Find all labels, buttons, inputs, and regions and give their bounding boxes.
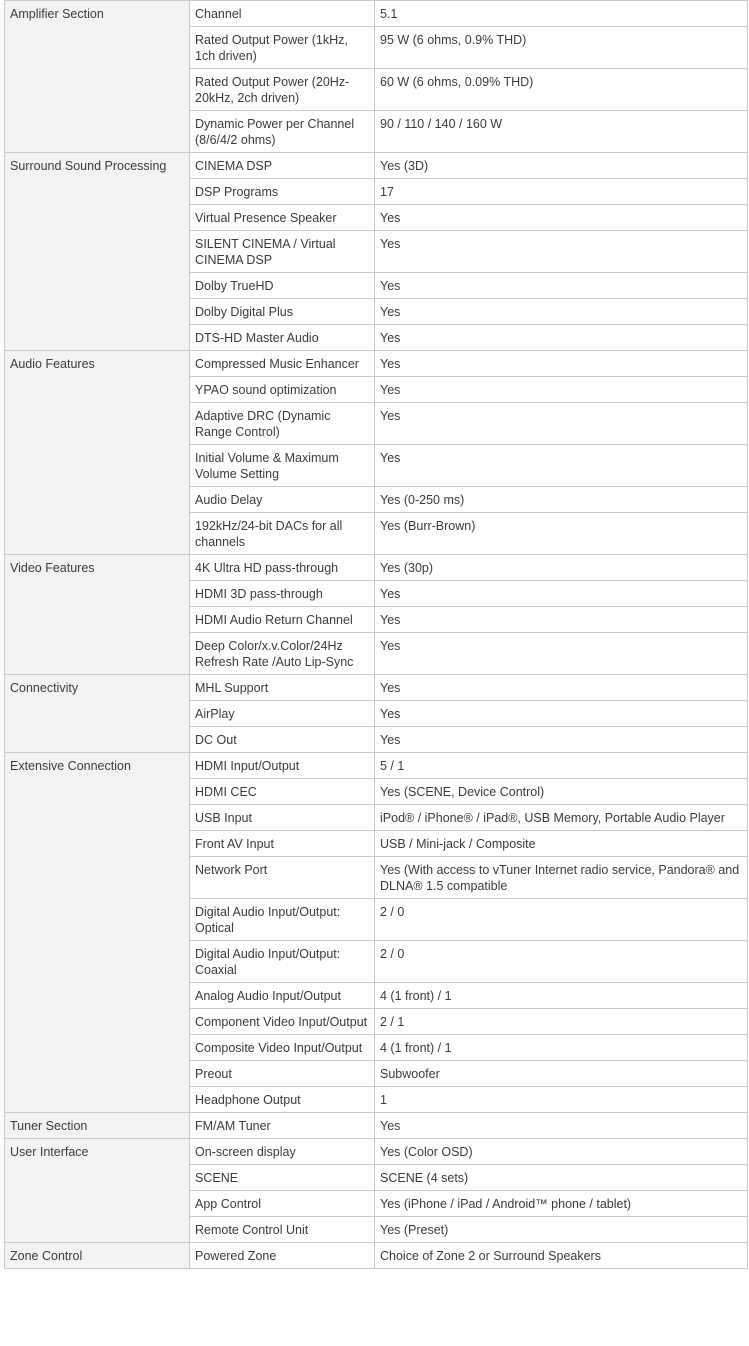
feature-name: Rated Output Power (1kHz, 1ch driven) [190, 27, 375, 69]
table-row [5, 1113, 748, 1139]
feature-name: Analog Audio Input/Output [190, 983, 375, 1009]
feature-value: 5 / 1 [375, 753, 748, 779]
feature-value: Yes (Preset) [375, 1217, 748, 1243]
feature-value: Yes [375, 273, 748, 299]
feature-name: Adaptive DRC (Dynamic Range Control) [190, 403, 375, 445]
feature-name: Headphone Output [190, 1087, 375, 1113]
section-name: User Interface [5, 1139, 190, 1243]
feature-name: Digital Audio Input/Output: Optical [190, 899, 375, 941]
feature-name: HDMI 3D pass-through [190, 581, 375, 607]
feature-value: 60 W (6 ohms, 0.09% THD) [375, 69, 748, 111]
feature-value: Yes (30p) [375, 555, 748, 581]
table-row [5, 351, 748, 377]
feature-name: Dolby TrueHD [190, 273, 375, 299]
feature-name: Front AV Input [190, 831, 375, 857]
feature-name: App Control [190, 1191, 375, 1217]
section-name: Extensive Connection [5, 753, 190, 1113]
table-row [5, 675, 748, 701]
feature-value: Yes (Burr-Brown) [375, 513, 748, 555]
feature-value: Yes [375, 445, 748, 487]
feature-name: FM/AM Tuner [190, 1113, 375, 1139]
section-name: Tuner Section [5, 1113, 190, 1139]
feature-value: iPod® / iPhone® / iPad®, USB Memory, Portable Audio Player [375, 805, 748, 831]
feature-name: HDMI Audio Return Channel [190, 607, 375, 633]
feature-value: Yes [375, 675, 748, 701]
feature-name: Rated Output Power (20Hz-20kHz, 2ch driven) [190, 69, 375, 111]
feature-name: Network Port [190, 857, 375, 899]
table-row [5, 1243, 748, 1269]
feature-name: Initial Volume & Maximum Volume Setting [190, 445, 375, 487]
feature-name: Composite Video Input/Output [190, 1035, 375, 1061]
feature-name: HDMI CEC [190, 779, 375, 805]
feature-value: Yes [375, 351, 748, 377]
feature-value: SCENE (4 sets) [375, 1165, 748, 1191]
feature-value: 1 [375, 1087, 748, 1113]
table-row [5, 153, 748, 179]
feature-value: Yes [375, 727, 748, 753]
feature-name: Component Video Input/Output [190, 1009, 375, 1035]
feature-name: SCENE [190, 1165, 375, 1191]
feature-value: Subwoofer [375, 1061, 748, 1087]
feature-value: Yes [375, 607, 748, 633]
feature-value: Yes (Color OSD) [375, 1139, 748, 1165]
feature-value: 5.1 [375, 1, 748, 27]
feature-name: USB Input [190, 805, 375, 831]
spec-table [4, 0, 748, 1269]
feature-value: Yes [375, 231, 748, 273]
feature-name: HDMI Input/Output [190, 753, 375, 779]
feature-name: Preout [190, 1061, 375, 1087]
feature-value: Yes [375, 581, 748, 607]
feature-name: Digital Audio Input/Output: Coaxial [190, 941, 375, 983]
section-name: Amplifier Section [5, 1, 190, 153]
table-row [5, 753, 748, 779]
feature-value: 95 W (6 ohms, 0.9% THD) [375, 27, 748, 69]
feature-name: Dynamic Power per Channel (8/6/4/2 ohms) [190, 111, 375, 153]
feature-name: Powered Zone [190, 1243, 375, 1269]
spec-table-body [5, 1, 748, 1269]
feature-value: Yes (With access to vTuner Internet radio service, Pandora® and DLNA® 1.5 compatible [375, 857, 748, 899]
feature-value: Yes [375, 377, 748, 403]
feature-value: Yes [375, 299, 748, 325]
feature-value: 17 [375, 179, 748, 205]
feature-name: DTS-HD Master Audio [190, 325, 375, 351]
feature-name: Compressed Music Enhancer [190, 351, 375, 377]
section-name: Video Features [5, 555, 190, 675]
feature-name: On-screen display [190, 1139, 375, 1165]
feature-name: DSP Programs [190, 179, 375, 205]
feature-value: Yes [375, 325, 748, 351]
feature-name: SILENT CINEMA / Virtual CINEMA DSP [190, 231, 375, 273]
feature-name: DC Out [190, 727, 375, 753]
feature-value: Yes [375, 701, 748, 727]
feature-value: Yes [375, 1113, 748, 1139]
table-row [5, 1139, 748, 1165]
feature-value: Yes [375, 205, 748, 231]
feature-name: Dolby Digital Plus [190, 299, 375, 325]
section-name: Connectivity [5, 675, 190, 753]
section-name: Audio Features [5, 351, 190, 555]
feature-name: MHL Support [190, 675, 375, 701]
feature-value: Yes [375, 633, 748, 675]
feature-name: 192kHz/24-bit DACs for all channels [190, 513, 375, 555]
feature-name: 4K Ultra HD pass-through [190, 555, 375, 581]
feature-name: Audio Delay [190, 487, 375, 513]
feature-name: Channel [190, 1, 375, 27]
feature-name: Virtual Presence Speaker [190, 205, 375, 231]
section-name: Zone Control [5, 1243, 190, 1269]
feature-value: Yes [375, 403, 748, 445]
feature-name: Deep Color/x.v.Color/24Hz Refresh Rate /Auto Lip-Sync [190, 633, 375, 675]
feature-value: 2 / 0 [375, 899, 748, 941]
feature-name: CINEMA DSP [190, 153, 375, 179]
table-row [5, 1, 748, 27]
feature-value: 2 / 0 [375, 941, 748, 983]
section-name: Surround Sound Processing [5, 153, 190, 351]
feature-value: 90 / 110 / 140 / 160 W [375, 111, 748, 153]
feature-value: 4 (1 front) / 1 [375, 983, 748, 1009]
feature-value: Yes (iPhone / iPad / Android™ phone / tablet) [375, 1191, 748, 1217]
feature-value: 2 / 1 [375, 1009, 748, 1035]
feature-name: AirPlay [190, 701, 375, 727]
feature-value: Yes (SCENE, Device Control) [375, 779, 748, 805]
feature-value: Yes (3D) [375, 153, 748, 179]
feature-value: 4 (1 front) / 1 [375, 1035, 748, 1061]
feature-value: Choice of Zone 2 or Surround Speakers [375, 1243, 748, 1269]
table-row [5, 555, 748, 581]
feature-name: YPAO sound optimization [190, 377, 375, 403]
feature-name: Remote Control Unit [190, 1217, 375, 1243]
feature-value: USB / Mini-jack / Composite [375, 831, 748, 857]
feature-value: Yes (0-250 ms) [375, 487, 748, 513]
